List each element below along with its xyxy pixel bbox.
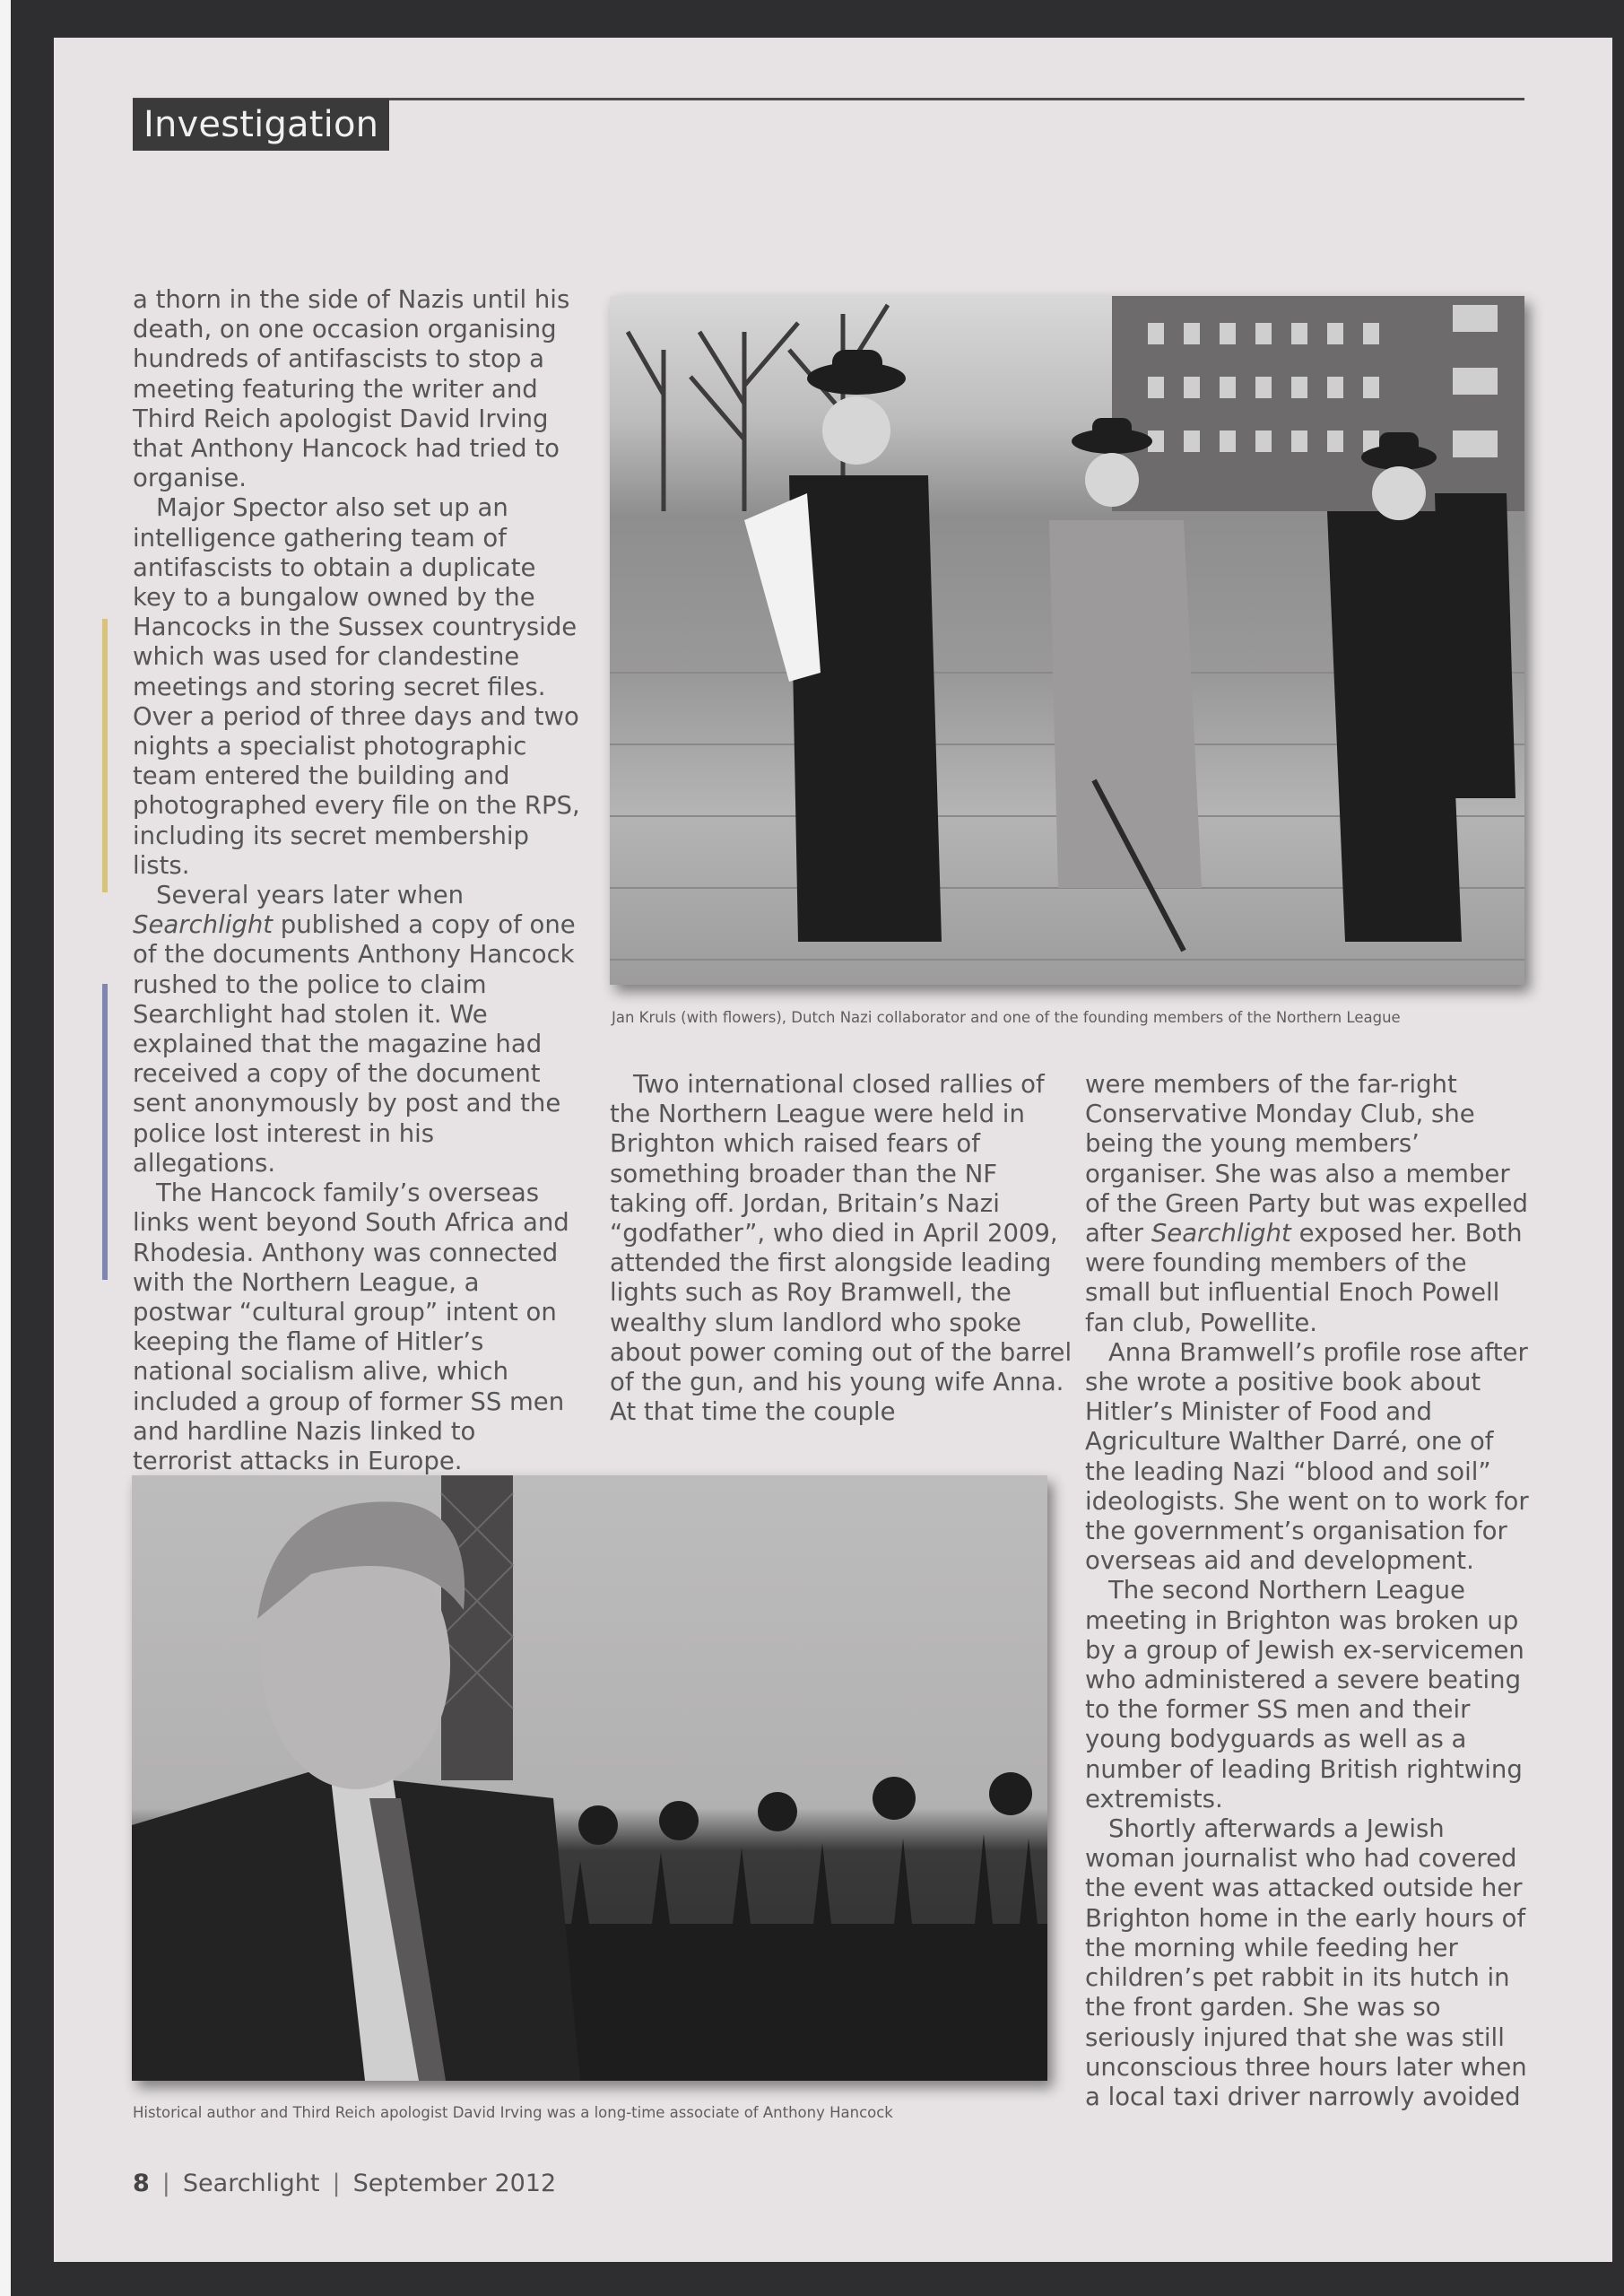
- paragraph: [1085, 1070, 1533, 1338]
- page-footer: [133, 2169, 556, 2199]
- page-number: 8: [133, 2170, 150, 2197]
- publication-name: Searchlight: [182, 2170, 320, 2197]
- page-edge-accent-yellow: [102, 619, 108, 892]
- article-column-1: [133, 285, 581, 1476]
- photo-caption-top: Jan Kruls (with flowers), Dutch Nazi collaborator and one of the founding members of the Northern League: [612, 1009, 1401, 1026]
- photo-northern-league-march: [610, 296, 1524, 985]
- footer-separator: |: [161, 2170, 170, 2197]
- paragraph: Shortly afterwards a Jewish woman journalist who had covered the event was attacked outside her Brighton home in the early hours of the morning while feeding her children’s pet rabbit in its hutch in the front garden. She was so seriously injured that she was still unconscious three hours later when a local taxi driver narrowly avoided: [1085, 1814, 1527, 2111]
- paragraph-body: exposed her. Both were founding members of the small but influential Enoch Powell fan club, Powellite.: [1085, 1219, 1523, 1337]
- publication-name-italic: Searchlight: [1151, 1219, 1291, 1248]
- paragraph: Anna Bramwell’s profile rose after she wrote a positive book about Hitler’s Minister of Food and Agriculture Walther Darré, one of the leading Nazi “blood and soil” ideologists. She went on to work for the government’s organisation for overseas aid and development.: [1085, 1337, 1529, 1576]
- publication-name-italic: Searchlight: [133, 910, 274, 940]
- footer-separator: |: [332, 2170, 341, 2197]
- page-edge-accent-blue: [102, 984, 108, 1280]
- paragraph-body: were members of the far-right Conservative Monday Club, she being the young members’ organiser. She was also a member of the Green Party but was expelled after: [1085, 1070, 1529, 1248]
- paragraph: Major Spector also set up an intelligence gathering team of antifascists to obtain a duplicate key to a bungalow owned by the Hancocks in the Sussex countryside which was used for clandestine meetings and storing secret files. Over a period of three days and two nights a specialist photographic team entered the building and photographed every file on the RPS, including its secret membership lists.: [133, 493, 580, 880]
- paragraph: The second Northern League meeting in Brighton was broken up by a group of Jewish ex-servicemen who administered a severe beating to the former SS men and their young bodyguards as well as a number of leading British rightwing extremists.: [1085, 1576, 1524, 1813]
- paragraph-body: published a copy of one of the documents Anthony Hancock rushed to the police to claim Searchlight had stolen it. We explained that the magazine had received a copy of the document sent anonymously by post and the police lost interest in his allegations.: [133, 910, 576, 1178]
- issue-date: September 2012: [352, 2170, 557, 2197]
- portrait-illustration: [132, 1475, 1047, 2081]
- article-column-2: [610, 1070, 1076, 1427]
- photo-scene-illustration: [610, 296, 1524, 985]
- article-column-3: [1085, 1070, 1533, 2112]
- scan-edge: [0, 0, 11, 2296]
- paragraph: Two international closed rallies of the Northern League were held in Brighton which raised fears of something broader than the NF taking off. Jordan, Britain’s Nazi “godfather”, who died in April 2009, attended the first alongside leading lights such as Roy Bramwell, the wealthy slum landlord who spoke about power coming out of the barrel of the gun, and his young wife Anna. At that time the couple: [610, 1070, 1073, 1427]
- photo-caption-bottom: Historical author and Third Reich apologist David Irving was a long-time associate of Anthony Hancock: [133, 2104, 893, 2121]
- paragraph: [133, 881, 581, 1178]
- paragraph: a thorn in the side of Nazis until his death, on one occasion organising hundreds of antifascists to stop a meeting featuring the writer and Third Reich apologist David Irving that Anthony Hancock had tried to organise.: [133, 285, 570, 493]
- paragraph-lead: Several years later when: [156, 881, 465, 910]
- photo-david-irving-portrait: [132, 1475, 1047, 2081]
- section-label: Investigation: [133, 99, 389, 151]
- paragraph: The Hancock family’s overseas links went beyond South Africa and Rhodesia. Anthony was connected with the Northern League, a postwar “cultural group” intent on keeping the flame of Hitler’s national socialism alive, which included a group of former SS men and hardline Nazis linked to terrorist attacks in Europe.: [133, 1178, 569, 1475]
